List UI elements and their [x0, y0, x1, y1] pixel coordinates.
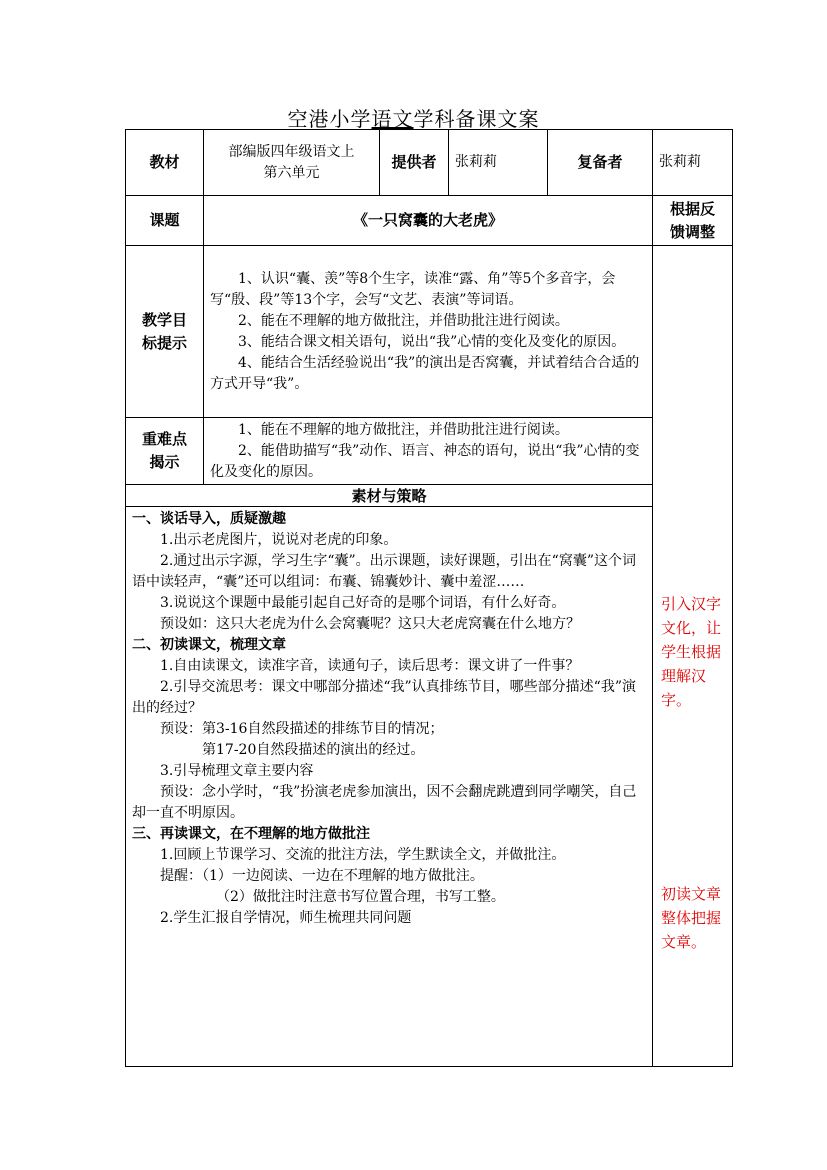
- keypoints-label: 重难点 揭示: [126, 418, 204, 485]
- topic-row: [126, 196, 733, 246]
- document-title: 空港小学语文学科备课文案: [287, 107, 540, 131]
- reviewer-value: 张莉莉: [653, 130, 733, 196]
- goal-3: 3、能结合课文相关语句，说出“我”心情的变化及变化的原因。: [238, 333, 626, 350]
- note-1: 引入汉字文化，让学生根据理解汉字。: [661, 595, 722, 709]
- provider-label: 提供者: [380, 130, 449, 196]
- subject-underlined: 语文: [371, 107, 414, 131]
- header-row: [126, 130, 733, 196]
- lesson-plan-table: [125, 129, 733, 1067]
- s1-p4: 预设如：这只大老虎为什么会窝囊呢？这只大老虎窝囊在什么地方？: [160, 616, 580, 632]
- topic-label: 课题: [126, 196, 204, 246]
- material-label: 教材: [126, 130, 204, 196]
- strategy-content: [126, 507, 653, 1067]
- keypoints-row: [126, 418, 733, 485]
- strategy-header-row: [126, 485, 733, 507]
- strategy-header: 素材与策略: [126, 485, 653, 507]
- s1-p2: 2.通过出示字源，学习生字“囊”。出示课题，读好课题，引出在“窝囊”这个词语中读轻声，“囊”还可以组词：布囊、锦囊妙计、囊中羞涩……: [132, 553, 636, 590]
- keypoints-content: [204, 418, 653, 485]
- s2-p1: 1.自由读课文，读准字音，读通句子，读后思考：课文讲了一件事？: [160, 658, 580, 674]
- topic-value: 《一只窝囊的大老虎》: [204, 196, 653, 246]
- goals-row: [126, 246, 733, 418]
- goals-content: [204, 246, 653, 418]
- s2-p4: 第17-20自然段描述的演出的经过。: [202, 742, 425, 758]
- s2-p5: 3.引导梳理文章主要内容: [160, 763, 314, 779]
- goal-4: 4、能结合生活经验说出“我”的演出是否窝囊，并试着结合合适的方式开导“我”。: [210, 354, 640, 392]
- section-1-title: 一、谈话导入，质疑激趣: [132, 511, 286, 527]
- keypoint-1: 1、能在不理解的地方做批注，并借助批注进行阅读。: [238, 421, 569, 438]
- s2-p3: 预设：第3-16自然段描述的排练节目的情况；: [160, 721, 444, 737]
- adjust-label: 根据反 馈调整: [653, 196, 733, 246]
- s2-p6: 预设：念小学时，“我”扮演老虎参加演出，因不会翻虎跳遭到同学嘲笑，自己却一直不明原因。: [132, 784, 637, 821]
- s3-p2: 提醒：（1）一边阅读、一边在不理解的地方做批注。: [160, 868, 484, 884]
- material-value: 部编版四年级语文上 第六单元: [204, 130, 380, 196]
- s3-p3: （2）做批注时注意书写位置合理，书写工整。: [216, 889, 505, 905]
- s1-p1: 1.出示老虎图片，说说对老虎的印象。: [160, 532, 398, 548]
- section-2-title: 二、初读课文，梳理文章: [132, 637, 286, 653]
- s3-p4: 2.学生汇报自学情况，师生梳理共同问题: [160, 910, 412, 926]
- goal-1: 1、认识“囊、羡”等8个生字，读准“露、角”等5个多音字，会写“殷、段”等13个字，会写“文艺、表演”等词语。: [210, 270, 616, 308]
- note-2: 初读文章整体把握文章。: [661, 885, 722, 951]
- goals-label: 教学目 标提示: [126, 246, 204, 418]
- s3-p1: 1.回顾上节课学习、交流的批注方法，学生默读全文，并做批注。: [160, 847, 566, 863]
- section-3-title: 三、再读课文，在不理解的地方做批注: [132, 826, 370, 842]
- s1-p3: 3.说说这个课题中最能引起自己好奇的是哪个词语，有什么好奇。: [160, 595, 566, 611]
- goal-2: 2、能在不理解的地方做批注，并借助批注进行阅读。: [238, 312, 569, 329]
- strategy-content-row: [126, 507, 733, 1067]
- provider-value: 张莉莉: [449, 130, 548, 196]
- feedback-notes: [653, 246, 733, 1067]
- s2-p2: 2.引导交流思考：课文中哪部分描述“我”认真排练节目，哪些部分描述“我”演出的经过？: [132, 679, 636, 716]
- reviewer-label: 复备者: [548, 130, 653, 196]
- keypoint-2: 2、能借助描写“我”动作、语言、神态的语句，说出“我”心情的变化及变化的原因。: [210, 442, 640, 480]
